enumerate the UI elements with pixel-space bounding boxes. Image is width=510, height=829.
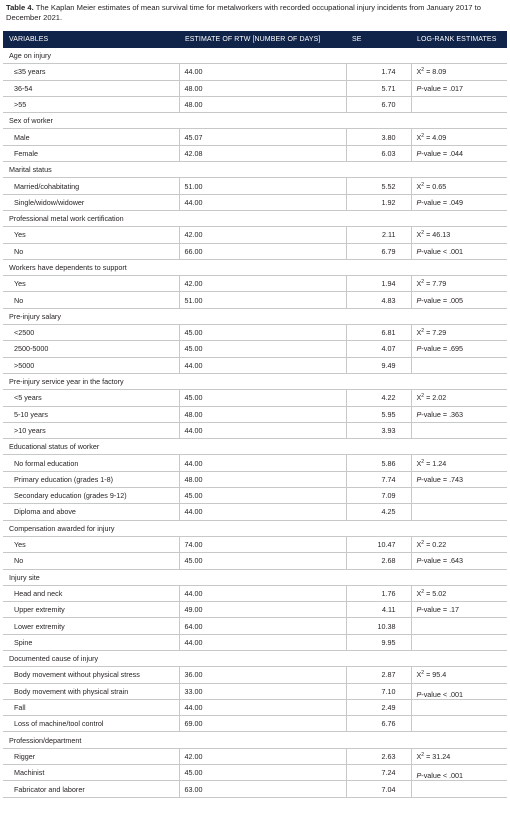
table-row — [3, 716, 507, 732]
row-se: 5.86 — [346, 455, 411, 471]
row-estimate: 45.07 — [179, 129, 346, 145]
table-row — [3, 553, 507, 569]
logrank-value: P-value < .001 — [416, 689, 464, 699]
logrank-value: X2 = 0.65 — [416, 181, 447, 191]
row-logrank — [411, 781, 507, 797]
row-estimate: 49.00 — [179, 602, 346, 618]
row-estimate: 45.00 — [179, 488, 346, 504]
table-row — [3, 243, 507, 259]
row-estimate: 44.00 — [179, 194, 346, 210]
row-estimate: 42.08 — [179, 145, 346, 161]
table-row — [3, 667, 507, 683]
header-estimate: ESTIMATE OF RTW [NUMBER OF DAYS] — [179, 31, 346, 48]
row-estimate: 48.00 — [179, 80, 346, 96]
row-logrank — [411, 145, 507, 161]
row-label: No — [3, 553, 179, 569]
logrank-value: P-value = .005 — [416, 295, 464, 305]
logrank-value: P-value = .017 — [416, 83, 464, 93]
row-logrank — [411, 716, 507, 732]
row-label: No — [3, 292, 179, 308]
row-estimate: 48.00 — [179, 471, 346, 487]
table-row — [3, 683, 507, 699]
row-logrank — [411, 602, 507, 618]
row-label: Fabricator and laborer — [3, 781, 179, 797]
row-estimate: 33.00 — [179, 683, 346, 699]
row-se: 9.49 — [346, 357, 411, 373]
group-row — [3, 439, 507, 455]
row-se: 5.95 — [346, 406, 411, 422]
row-logrank — [411, 194, 507, 210]
row-se: 9.95 — [346, 634, 411, 650]
table-row — [3, 64, 507, 80]
logrank-value: X2 = 31.24 — [416, 751, 451, 761]
group-name: Profession/department — [3, 732, 507, 748]
row-logrank — [411, 585, 507, 601]
table-row — [3, 748, 507, 764]
row-logrank — [411, 553, 507, 569]
logrank-value: P-value = .044 — [416, 148, 464, 158]
row-estimate: 45.00 — [179, 553, 346, 569]
logrank-value: X2 = 7.29 — [416, 328, 447, 338]
row-label: No formal education — [3, 455, 179, 471]
row-label: ≤35 years — [3, 64, 179, 80]
logrank-value: X2 = 46.13 — [416, 230, 451, 240]
row-label: >5000 — [3, 357, 179, 373]
table-row — [3, 504, 507, 520]
row-estimate: 48.00 — [179, 406, 346, 422]
row-logrank — [411, 341, 507, 357]
row-se: 6.03 — [346, 145, 411, 161]
row-estimate: 51.00 — [179, 178, 346, 194]
row-se: 2.49 — [346, 699, 411, 715]
row-logrank — [411, 455, 507, 471]
row-estimate: 64.00 — [179, 618, 346, 634]
group-name: Age on injury — [3, 48, 507, 64]
logrank-value: P-value = .17 — [416, 605, 460, 615]
row-label: No — [3, 243, 179, 259]
row-se: 1.74 — [346, 64, 411, 80]
table-row — [3, 618, 507, 634]
row-label: Secondary education (grades 9-12) — [3, 488, 179, 504]
logrank-value: P-value < .001 — [416, 246, 464, 256]
group-name: Pre-injury salary — [3, 308, 507, 324]
row-se: 6.79 — [346, 243, 411, 259]
row-logrank — [411, 488, 507, 504]
header-se: SE — [346, 31, 411, 48]
table-row — [3, 585, 507, 601]
row-label: >55 — [3, 96, 179, 112]
row-se: 2.87 — [346, 667, 411, 683]
table-row — [3, 276, 507, 292]
row-logrank — [411, 325, 507, 341]
row-se: 3.80 — [346, 129, 411, 145]
group-row — [3, 650, 507, 666]
row-label: Male — [3, 129, 179, 145]
row-label: Primary education (grades 1-8) — [3, 471, 179, 487]
survival-table — [3, 31, 507, 798]
table-row — [3, 634, 507, 650]
row-se: 7.09 — [346, 488, 411, 504]
table-row — [3, 341, 507, 357]
group-name: Educational status of worker — [3, 439, 507, 455]
row-logrank — [411, 406, 507, 422]
group-row — [3, 210, 507, 226]
row-estimate: 45.00 — [179, 390, 346, 406]
table-row — [3, 536, 507, 552]
row-estimate: 51.00 — [179, 292, 346, 308]
row-estimate: 44.00 — [179, 422, 346, 438]
row-logrank — [411, 227, 507, 243]
row-label: Body movement with physical strain — [3, 683, 179, 699]
row-estimate: 63.00 — [179, 781, 346, 797]
row-label: Female — [3, 145, 179, 161]
table-body — [3, 48, 507, 797]
row-estimate: 44.00 — [179, 504, 346, 520]
row-se: 7.74 — [346, 471, 411, 487]
row-se: 4.22 — [346, 390, 411, 406]
group-name: Sex of worker — [3, 113, 507, 129]
row-estimate: 74.00 — [179, 536, 346, 552]
row-se: 7.04 — [346, 781, 411, 797]
row-se: 1.76 — [346, 585, 411, 601]
row-se: 1.94 — [346, 276, 411, 292]
caption-text: The Kaplan Meier estimates of mean survival time for metalworkers with recorded occupational injury incidents from January 2017 to December 2021. — [6, 3, 481, 22]
group-row — [3, 520, 507, 536]
table-row — [3, 390, 507, 406]
table-caption — [6, 3, 504, 23]
group-row — [3, 569, 507, 585]
logrank-value: P-value = .743 — [416, 474, 464, 484]
row-label: Yes — [3, 536, 179, 552]
logrank-value: X2 = 0.22 — [416, 540, 447, 550]
row-logrank — [411, 699, 507, 715]
table-label: Table 4. — [6, 3, 34, 12]
row-logrank — [411, 748, 507, 764]
logrank-value: X2 = 5.02 — [416, 588, 447, 598]
row-se: 2.68 — [346, 553, 411, 569]
group-name: Pre-injury service year in the factory — [3, 373, 507, 389]
row-label: Body movement without physical stress — [3, 667, 179, 683]
row-label: <5 years — [3, 390, 179, 406]
row-logrank — [411, 64, 507, 80]
row-estimate: 44.00 — [179, 357, 346, 373]
row-label: Upper extremity — [3, 602, 179, 618]
row-se: 4.07 — [346, 341, 411, 357]
row-logrank — [411, 765, 507, 781]
table-row — [3, 292, 507, 308]
row-label: <2500 — [3, 325, 179, 341]
logrank-value: P-value < .001 — [416, 771, 464, 781]
row-logrank — [411, 667, 507, 683]
row-label: Married/cohabitating — [3, 178, 179, 194]
table-row — [3, 357, 507, 373]
logrank-value: P-value = .643 — [416, 556, 464, 566]
row-logrank — [411, 536, 507, 552]
row-logrank — [411, 422, 507, 438]
row-label: 36-54 — [3, 80, 179, 96]
logrank-value: P-value = .695 — [416, 344, 464, 354]
row-estimate: 45.00 — [179, 765, 346, 781]
row-label: Single/widow/widower — [3, 194, 179, 210]
row-se: 4.25 — [346, 504, 411, 520]
row-logrank — [411, 357, 507, 373]
header-logrank: LOG-RANK ESTIMATES — [411, 31, 507, 48]
row-logrank — [411, 504, 507, 520]
row-logrank — [411, 80, 507, 96]
row-label: Head and neck — [3, 585, 179, 601]
table-row — [3, 325, 507, 341]
row-estimate: 44.00 — [179, 64, 346, 80]
row-label: Fall — [3, 699, 179, 715]
header-variables: VARIABLES — [3, 31, 179, 48]
row-se: 5.71 — [346, 80, 411, 96]
row-se: 2.63 — [346, 748, 411, 764]
row-se: 4.11 — [346, 602, 411, 618]
row-se: 6.81 — [346, 325, 411, 341]
row-se: 2.11 — [346, 227, 411, 243]
row-logrank — [411, 129, 507, 145]
row-label: Machinist — [3, 765, 179, 781]
table-row — [3, 80, 507, 96]
logrank-value: P-value = .363 — [416, 409, 464, 419]
row-logrank — [411, 390, 507, 406]
group-row — [3, 732, 507, 748]
row-estimate: 45.00 — [179, 325, 346, 341]
row-logrank — [411, 683, 507, 699]
row-se: 7.24 — [346, 765, 411, 781]
table-row — [3, 422, 507, 438]
row-estimate: 66.00 — [179, 243, 346, 259]
group-row — [3, 308, 507, 324]
logrank-value: X2 = 1.24 — [416, 458, 447, 468]
table-row — [3, 471, 507, 487]
table-row — [3, 488, 507, 504]
table-row — [3, 145, 507, 161]
row-logrank — [411, 243, 507, 259]
row-label: 2500-5000 — [3, 341, 179, 357]
row-estimate: 44.00 — [179, 585, 346, 601]
logrank-value: X2 = 4.09 — [416, 132, 447, 142]
table-row — [3, 194, 507, 210]
row-se: 4.83 — [346, 292, 411, 308]
table-row — [3, 455, 507, 471]
row-estimate: 36.00 — [179, 667, 346, 683]
table-row — [3, 602, 507, 618]
row-estimate: 44.00 — [179, 455, 346, 471]
group-name: Documented cause of injury — [3, 650, 507, 666]
row-estimate: 44.00 — [179, 699, 346, 715]
group-row — [3, 259, 507, 275]
table-row — [3, 765, 507, 781]
row-logrank — [411, 471, 507, 487]
table-row — [3, 178, 507, 194]
table-row — [3, 129, 507, 145]
logrank-value: X2 = 95.4 — [416, 670, 447, 680]
header-row — [3, 31, 507, 48]
row-logrank — [411, 178, 507, 194]
table-row — [3, 699, 507, 715]
group-row — [3, 48, 507, 64]
row-estimate: 42.00 — [179, 227, 346, 243]
row-label: Spine — [3, 634, 179, 650]
row-se: 10.38 — [346, 618, 411, 634]
group-row — [3, 373, 507, 389]
row-se: 3.93 — [346, 422, 411, 438]
group-row — [3, 162, 507, 178]
row-estimate: 42.00 — [179, 748, 346, 764]
row-label: Yes — [3, 276, 179, 292]
group-name: Injury site — [3, 569, 507, 585]
row-se: 10.47 — [346, 536, 411, 552]
row-logrank — [411, 292, 507, 308]
row-logrank — [411, 276, 507, 292]
row-estimate: 42.00 — [179, 276, 346, 292]
row-logrank — [411, 634, 507, 650]
group-name: Compensation awarded for injury — [3, 520, 507, 536]
row-label: Lower extremity — [3, 618, 179, 634]
table-row — [3, 781, 507, 797]
row-se: 6.70 — [346, 96, 411, 112]
row-se: 6.76 — [346, 716, 411, 732]
row-estimate: 44.00 — [179, 634, 346, 650]
group-name: Professional metal work certification — [3, 210, 507, 226]
row-estimate: 45.00 — [179, 341, 346, 357]
row-label: Loss of machine/tool control — [3, 716, 179, 732]
row-label: Diploma and above — [3, 504, 179, 520]
logrank-value: X2 = 2.02 — [416, 393, 447, 403]
table-row — [3, 96, 507, 112]
logrank-value: X2 = 8.09 — [416, 67, 447, 77]
row-estimate: 48.00 — [179, 96, 346, 112]
row-logrank — [411, 96, 507, 112]
row-label: 5-10 years — [3, 406, 179, 422]
logrank-value: P-value = .049 — [416, 197, 464, 207]
group-name: Workers have dependents to support — [3, 259, 507, 275]
row-se: 5.52 — [346, 178, 411, 194]
row-se: 7.10 — [346, 683, 411, 699]
row-logrank — [411, 618, 507, 634]
logrank-value: X2 = 7.79 — [416, 279, 447, 289]
row-label: Yes — [3, 227, 179, 243]
row-label: Rigger — [3, 748, 179, 764]
table-row — [3, 406, 507, 422]
table-row — [3, 227, 507, 243]
row-se: 1.92 — [346, 194, 411, 210]
group-name: Marital status — [3, 162, 507, 178]
row-estimate: 69.00 — [179, 716, 346, 732]
row-label: >10 years — [3, 422, 179, 438]
group-row — [3, 113, 507, 129]
